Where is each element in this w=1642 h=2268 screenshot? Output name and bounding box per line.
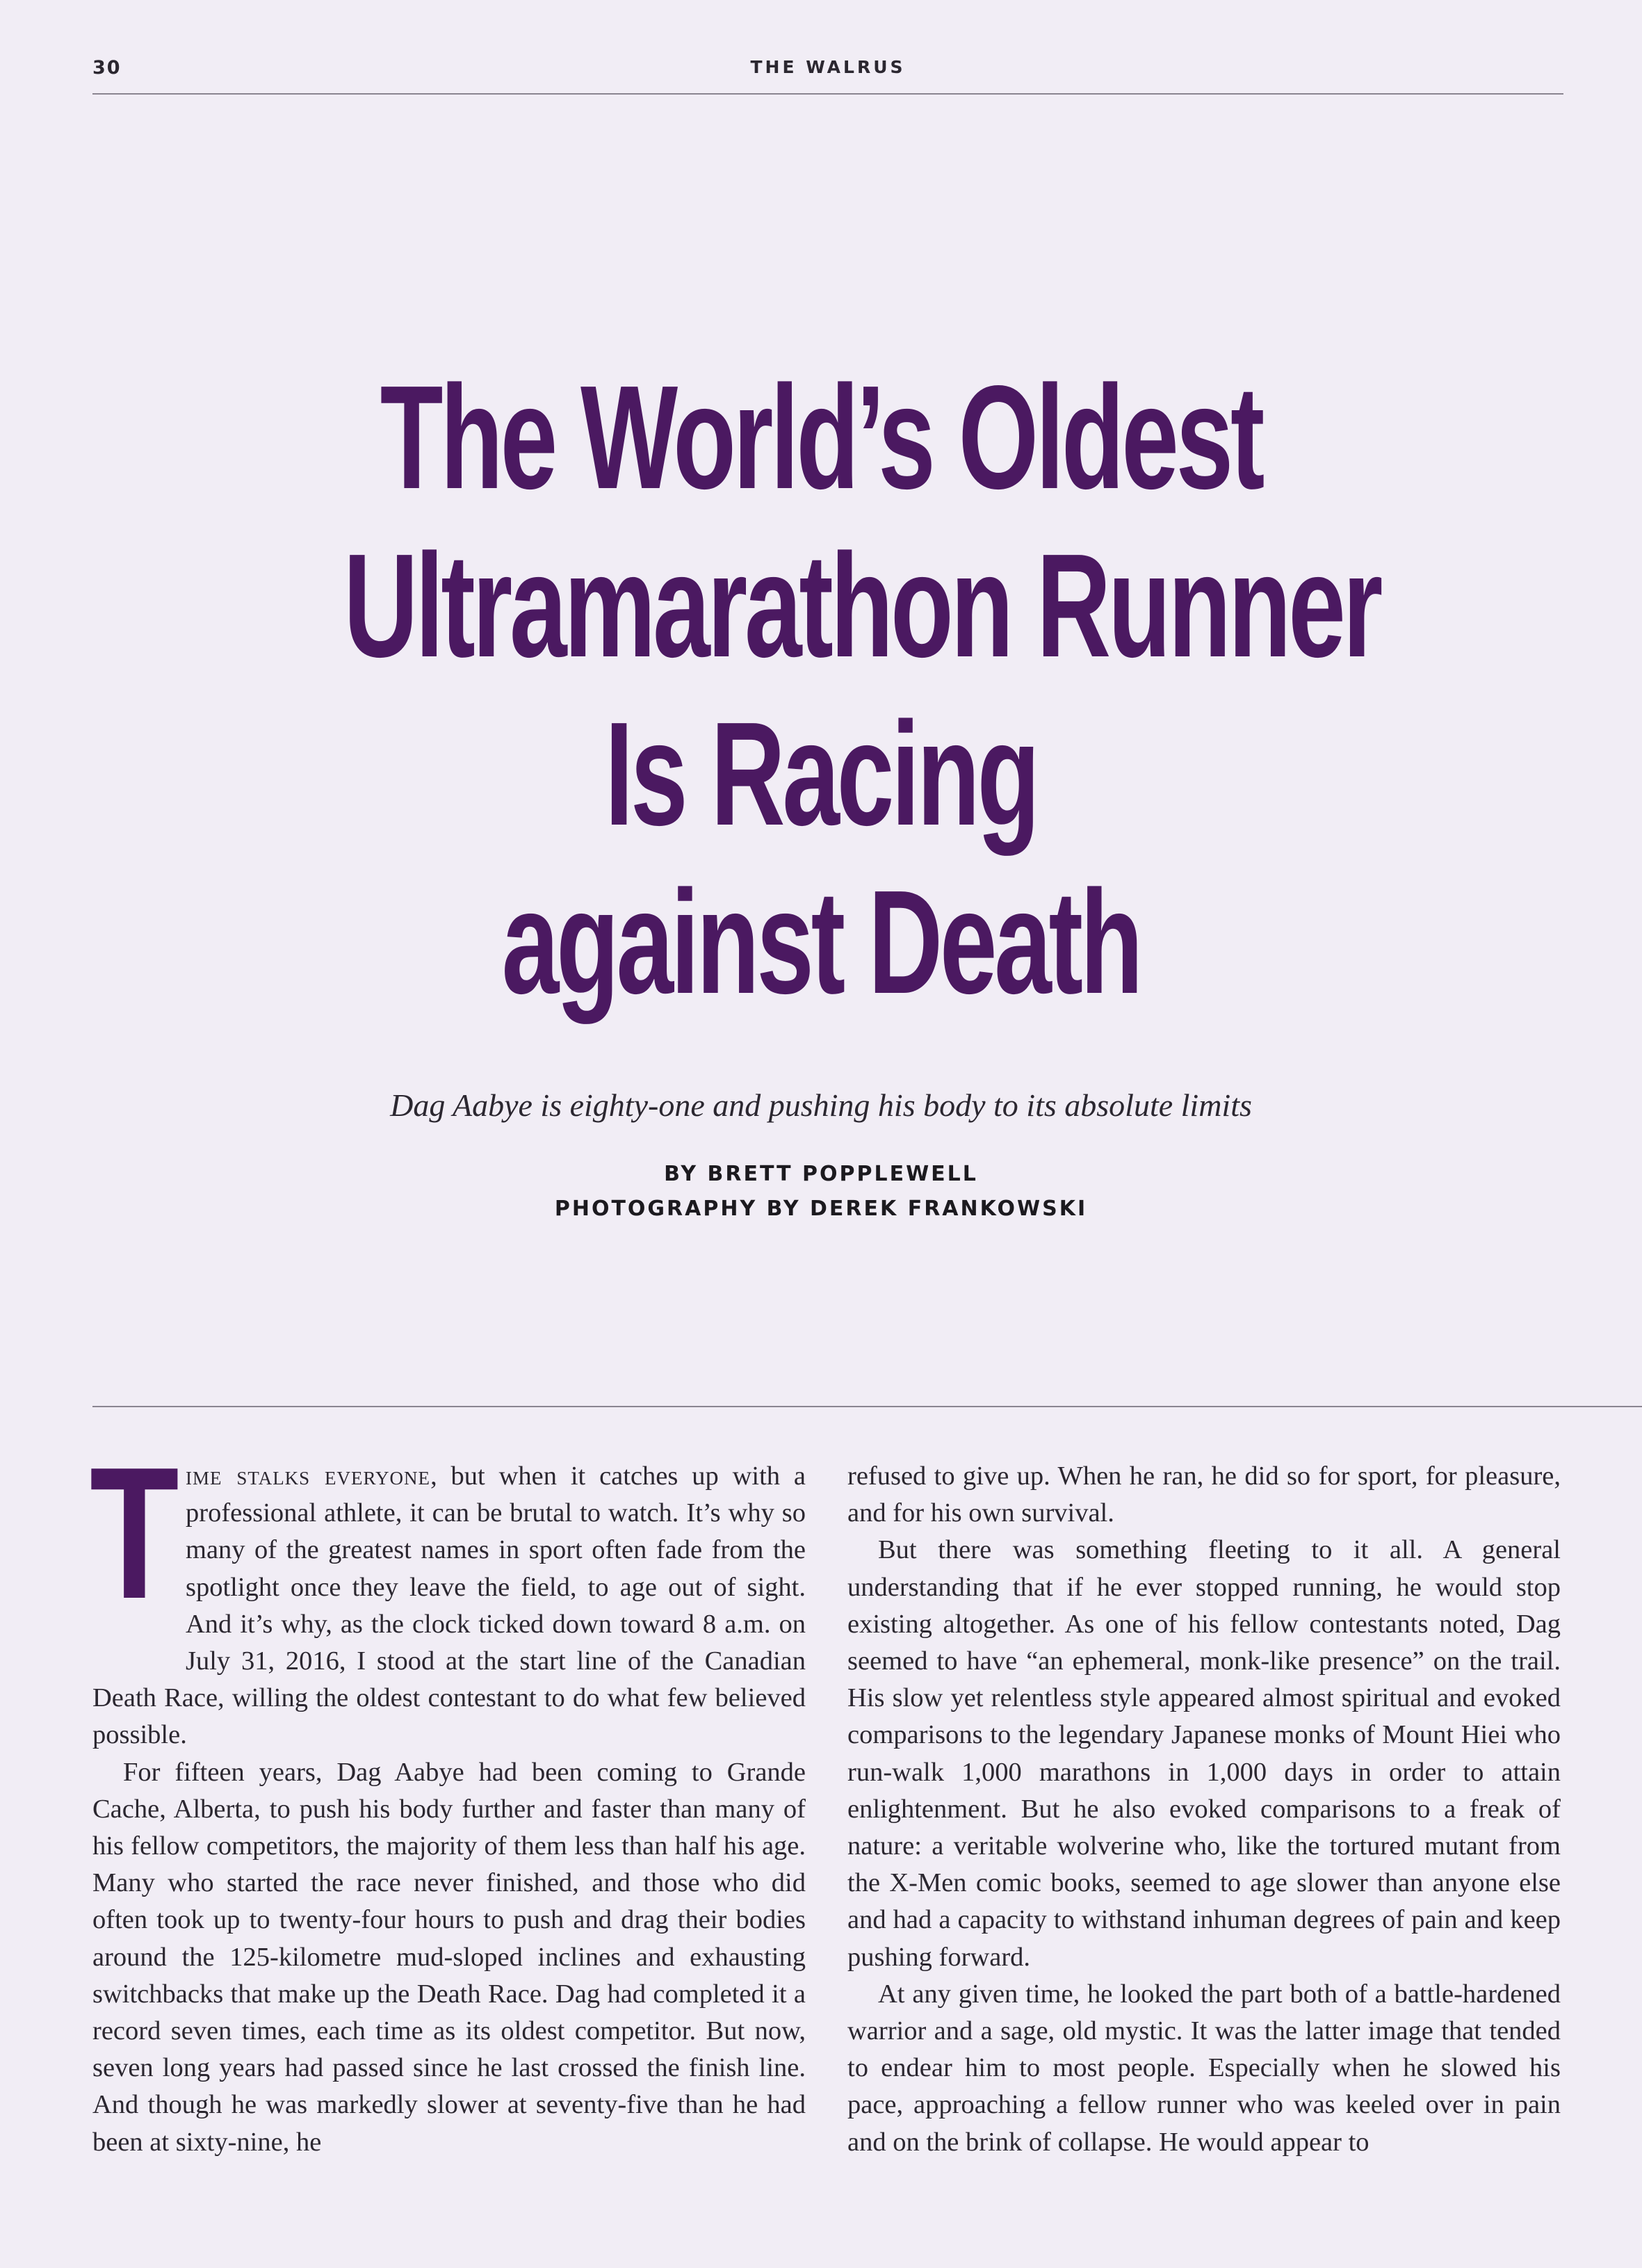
body-paragraph: But there was something fleeting to it all. A general understanding that if he ever stopped running, he would stop existing altogether. As one of his fellow contestants noted, Dag seemed to have “an ephemeral, monk-like presence” on the trail. His slow yet relentless style appeared almost spiritual and evoked comparisons to the legendary Japanese monks of Mount Hiei who run-walk 1,000 marathons in 1,000 days in order to attain enlightenment. But he also evoked comparisons to a freak of nature: a veritable wolverine who, like the tortured mutant from the X-Men comic books, seemed to age slower than anyone else and had a capacity to withstand inhuman degrees of pain and keep pushing forward. (847, 1535, 1561, 1972)
body-paragraph: At any given time, he looked the part both of a battle-hardened warrior and a sage, old mystic. It was the latter image that tended to endear him to most people. Especially when he slowed his pace, approaching a fellow runner who was keeled over in pain and on the brink of collapse. He would appear to (847, 1979, 1561, 2157)
body-paragraph: refused to give up. When he ran, he did so for sport, for pleasure, and for his own survival. (847, 1461, 1561, 1528)
headline-line-1: The World’s Oldest (380, 355, 1262, 519)
body-column-left (90, 1429, 806, 2161)
headline-line-2: Ultramarathon Runner (343, 523, 1381, 688)
running-head (92, 49, 1563, 95)
paragraph-text: , but when it catches up with a professional athlete, it can be brutal to watch. It’s why so many of the greatest names in sport often fade from the spotlight once they leave the field, to age out of sight. And it’s why, as the clock ticked down toward 8 a.m. on July 31, 2016, I stood at the start line of the Canadian Death Race, willing the oldest contestant to do what few believed possible. (92, 1461, 806, 1750)
credits (139, 1157, 1503, 1226)
headline-line-3: Is Racing (605, 691, 1037, 856)
article-headline (139, 353, 1503, 1026)
page-number: 30 (92, 57, 122, 79)
drop-cap: T (90, 1429, 179, 1638)
article-deck: Dag Aabye is eighty-one and pushing his body to its absolute limits (390, 1087, 1252, 1123)
headline-line-4: against Death (501, 859, 1141, 1024)
body-paragraph (90, 1429, 806, 1754)
magazine-name: THE WALRUS (750, 57, 906, 77)
photo-credit: PHOTOGRAPHY BY DEREK FRANKOWSKI (554, 1197, 1088, 1221)
lead-in: ime stalks everyone (186, 1461, 431, 1491)
body-paragraph: For fifteen years, Dag Aabye had been coming to Grande Cache, Alberta, to push his body further and faster than many of his fellow competitors, the majority of them less than half his age. Many who started the race never finished, and those who did often took up to twenty-four hours to push and drag their bodies around the 125-kilometre mud-sloped inclines and exhausting switchbacks that make up the Death Race. Dag had completed it a record seven times, each time as its oldest competitor. But now, seven long years had passed since he last crossed the finish line. And though he was markedly slower at seventy-five than he had been at sixty-nine, he (92, 1757, 806, 2157)
section-divider (92, 1406, 1642, 1407)
body-column-right (847, 1458, 1561, 2161)
byline: BY BRETT POPPLEWELL (664, 1162, 978, 1186)
